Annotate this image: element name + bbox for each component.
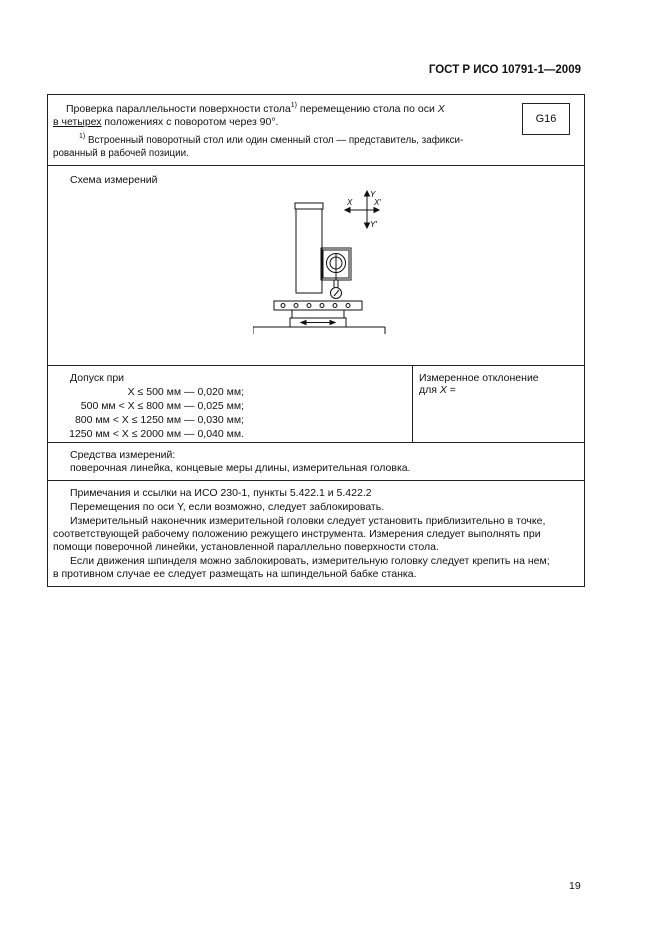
check-object-line2 [53,116,278,129]
tolerance-section [48,366,584,443]
machine-bed [253,327,385,334]
notes-title: Примечания и ссылки на ИСО 230-1, пункты 5.422.1 и 5.422.2 [70,487,372,499]
tolerance-row [48,427,244,441]
footnote-mark: 1) [79,132,86,140]
measured-suffix: = [446,384,456,396]
instruments-text: поверочная линейка, концевые меры длины, измерительная головка. [70,462,411,474]
tolerance-label: Допуск при [70,372,125,384]
axis-y-prime-mark: Y′ [370,220,377,229]
check-object-rotation: положениях с поворотом через 90°. [101,116,279,128]
check-code-box: G16 [522,103,570,135]
tolerance-condition: 500 мм < X ≤ 800 мм [80,400,182,412]
tolerance-value: — 0,040 мм. [181,428,244,440]
tolerance-value: — 0,030 мм; [181,414,244,426]
axis-x-label: X [437,103,445,115]
footnote-line1 [79,134,463,147]
axis-x-prime-mark: X′ [374,198,381,207]
measured-deviation-axis [419,384,456,397]
footnote-ref: 1) [290,101,297,109]
check-table [47,94,585,587]
measured-deviation-label: Измеренное отклонение [419,372,539,384]
notes-section [48,481,584,586]
tolerance-condition: 800 мм < X ≤ 1250 мм [74,414,182,426]
dial-indicator [331,288,342,299]
tolerance-condition: 1250 мм < X ≤ 2000 мм [69,428,182,440]
footnote-line2: рованный в рабочей позиции. [53,148,189,159]
underlined-positions: в четырех [53,116,102,128]
check-object-section [48,95,584,166]
tolerance-value: — 0,025 мм; [181,400,244,412]
notes-paragraph-3-line1: Если движения шпинделя можно заблокировать, измерительную головку следует крепить на нем; [70,555,550,567]
tolerance-condition: X ≤ 500 мм [127,386,182,398]
notes-paragraph-2-line1: Измерительный наконечник измерительной головки следует установить приблизительно в точке, [70,515,546,527]
diagram-label: Схема измерений [70,174,158,186]
measurement-diagram [253,174,393,334]
table-slide [290,310,346,327]
measured-axis: X [439,384,447,396]
tolerance-row [48,399,244,413]
check-object-line1 [66,103,445,116]
column-divider [412,366,413,442]
axis-x-mark: X [347,198,353,207]
column [295,203,323,293]
notes-paragraph-1: Перемещения по оси Y, если возможно, следует заблокировать. [70,501,385,513]
tolerance-row [48,385,244,399]
table-movement-arrow [301,321,335,325]
standard-designation: ГОСТ Р ИСО 10791-1—2009 [428,64,581,76]
instruments-section [48,443,584,481]
check-object-text: Проверка параллельности поверхности стола [66,103,291,115]
check-object-text-cont: перемещению стола по оси [297,103,438,115]
notes-paragraph-2-line3: помощи поверочной линейки, установленной параллельно поверхности стола. [53,541,439,553]
notes-paragraph-3-line2: в противном случае ее следует размещать на шпиндельной бабке станка. [53,568,417,580]
diagram-section [48,166,584,366]
instruments-label: Средства измерений: [70,449,176,461]
page-number: 19 [569,880,581,892]
tolerance-row [48,413,244,427]
footnote-text: Встроенный поворотный стол или один сменный стол — представитель, зафикси- [85,135,464,146]
notes-paragraph-2-line2: соответствующей рабочему положению режущего инструмента. Измерения следует выполнять при [53,528,541,540]
tolerance-value: — 0,020 мм; [181,386,244,398]
axis-y-mark: Y [370,190,376,199]
measured-prefix: для [419,384,440,396]
straightedge [274,301,362,310]
